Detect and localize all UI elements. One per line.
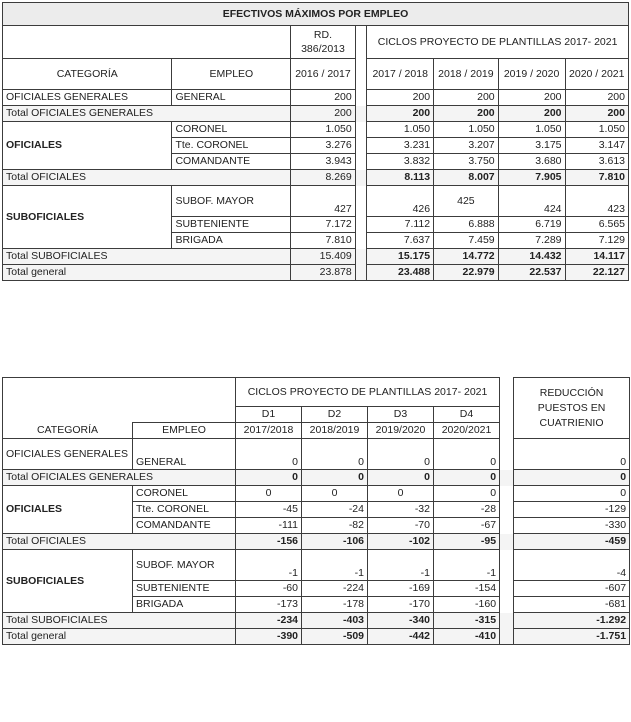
header-year: 2019/2020 xyxy=(368,423,434,439)
header-year: 2020/2021 xyxy=(434,423,500,439)
header-d: D3 xyxy=(368,407,434,423)
total-row: Total SUBOFICIALES -234 -403 -340 -315 -1.292 xyxy=(3,613,630,629)
category-cell: OFICIALES xyxy=(3,486,133,534)
table-title: EFECTIVOS MÁXIMOS POR EMPLEO xyxy=(3,3,629,26)
header-year: 2017 / 2018 xyxy=(367,59,434,90)
total-row: Total OFICIALES -156 -106 -102 -95 -459 xyxy=(3,534,630,550)
header-year: 2020 / 2021 xyxy=(565,59,628,90)
header-year: 2018/2019 xyxy=(302,423,368,439)
total-row: Total SUBOFICIALES 15.409 15.175 14.772 14.432 14.117 xyxy=(3,249,629,265)
header-rd: RD. 386/2013 xyxy=(291,26,356,59)
empleo-cell: GENERAL xyxy=(172,90,291,106)
header-reduccion: REDUCCIÓN PUESTOS EN CUATRIENIO xyxy=(514,378,630,439)
table-row: Tte. CORONEL -45 -24 -32 -28 -129 xyxy=(3,502,630,518)
header-base-year: 2016 / 2017 xyxy=(291,59,356,90)
total-row: Total OFICIALES 8.269 8.113 8.007 7.905 7.810 xyxy=(3,170,629,186)
table-row: OFICIALES GENERALES GENERAL 200 200 200 200 200 xyxy=(3,90,629,106)
table-row: SUBTENIENTE -60 -224 -169 -154 -607 xyxy=(3,581,630,597)
category-cell: SUBOFICIALES xyxy=(3,550,133,613)
total-row: Total general -390 -509 -442 -410 -1.751 xyxy=(3,629,630,645)
category-cell: OFICIALES GENERALES xyxy=(3,90,172,106)
header-d: D2 xyxy=(302,407,368,423)
header-empleo: EMPLEO xyxy=(172,59,291,90)
table-row: Tte. CORONEL 3.276 3.231 3.207 3.175 3.147 xyxy=(3,138,629,154)
table-row: COMANDANTE -111 -82 -70 -67 -330 xyxy=(3,518,630,534)
header-d: D4 xyxy=(434,407,500,423)
total-row: Total OFICIALES GENERALES 0 0 0 0 0 xyxy=(3,470,630,486)
category-cell: OFICIALES xyxy=(3,122,172,170)
header-ciclos: CICLOS PROYECTO DE PLANTILLAS 2017- 2021 xyxy=(367,26,629,59)
reduccion-table xyxy=(2,377,630,645)
header-ciclos: CICLOS PROYECTO DE PLANTILLAS 2017- 2021 xyxy=(236,378,500,407)
table-row: SUBOFICIALES SUBOF. MAYOR -1 -1 -1 -1 -4 xyxy=(3,550,630,581)
table-row: BRIGADA 7.810 7.637 7.459 7.289 7.129 xyxy=(3,233,629,249)
header-categoria: CATEGORÍA xyxy=(3,59,172,90)
table-row: OFICIALES CORONEL 0 0 0 0 0 xyxy=(3,486,630,502)
header-year: 2017/2018 xyxy=(236,423,302,439)
total-label: Total OFICIALES GENERALES xyxy=(3,106,291,122)
table-row: SUBTENIENTE 7.172 7.112 6.888 6.719 6.565 xyxy=(3,217,629,233)
total-row: Total OFICIALES GENERALES 200 200 200 200 200 xyxy=(3,106,629,122)
table-row: SUBOFICIALES SUBOF. MAYOR 427 426 425 424 423 xyxy=(3,186,629,217)
table-row: OFICIALES GENERALES GENERAL 0 0 0 0 0 xyxy=(3,439,630,470)
category-cell: SUBOFICIALES xyxy=(3,186,172,249)
header-d: D1 xyxy=(236,407,302,423)
table-row: COMANDANTE 3.943 3.832 3.750 3.680 3.613 xyxy=(3,154,629,170)
efectivos-table xyxy=(2,2,629,281)
total-row: Total general 23.878 23.488 22.979 22.537 22.127 xyxy=(3,265,629,281)
table-row: BRIGADA -173 -178 -170 -160 -681 xyxy=(3,597,630,613)
header-categoria: CATEGORÍA xyxy=(3,423,133,439)
table-row: OFICIALES CORONEL 1.050 1.050 1.050 1.050 1.050 xyxy=(3,122,629,138)
category-cell: OFICIALES GENERALES xyxy=(3,439,133,470)
header-empleo: EMPLEO xyxy=(133,423,236,439)
header-year: 2018 / 2019 xyxy=(434,59,499,90)
header-year: 2019 / 2020 xyxy=(498,59,565,90)
